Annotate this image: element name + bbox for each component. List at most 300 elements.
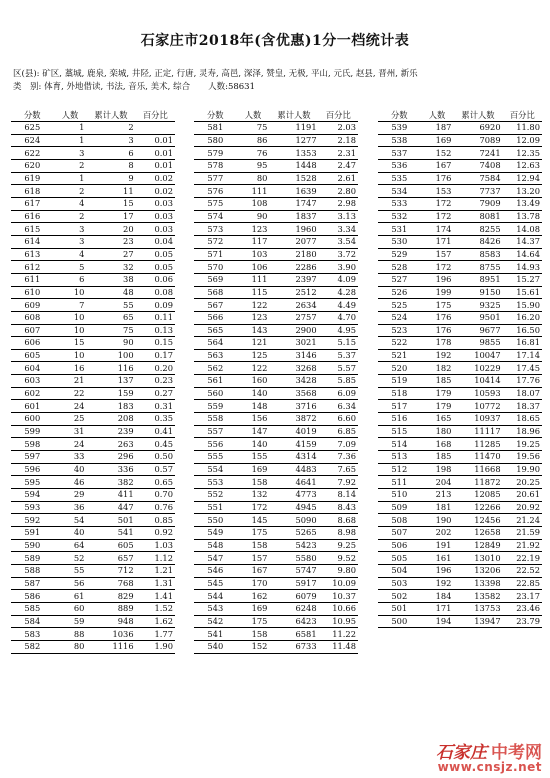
- cell-percent: 4.49: [319, 299, 358, 312]
- cell-count: 59: [54, 615, 87, 628]
- table-row: [378, 501, 542, 514]
- cell-count: 7: [54, 299, 87, 312]
- header-count: 人数: [54, 109, 87, 122]
- cell-count: 33: [54, 451, 87, 464]
- cell-score: 529: [378, 248, 421, 261]
- cell-count: 6: [54, 273, 87, 286]
- cell-cumulative: 1747: [269, 197, 318, 210]
- cell-count: 36: [54, 501, 87, 514]
- cell-cumulative: 2397: [269, 273, 318, 286]
- table-row: [194, 197, 358, 210]
- total-count: 人数:58631: [208, 82, 255, 92]
- table-row: [378, 122, 542, 135]
- cell-cumulative: 829: [86, 590, 135, 603]
- cell-percent: 7.92: [319, 476, 358, 489]
- cell-percent: 16.81: [503, 337, 542, 350]
- cell-cumulative: 447: [86, 501, 135, 514]
- cell-cumulative: 13206: [453, 564, 502, 577]
- table-row: [11, 172, 175, 185]
- cell-count: 15: [54, 337, 87, 350]
- cell-cumulative: 100: [86, 349, 135, 362]
- table-row: [378, 197, 542, 210]
- cell-count: 187: [421, 122, 454, 135]
- cell-cumulative: 6248: [269, 602, 318, 615]
- table-row: [11, 223, 175, 236]
- cell-count: 10: [54, 286, 87, 299]
- cell-cumulative: 11117: [453, 425, 502, 438]
- table-row: [11, 299, 175, 312]
- cell-score: 505: [378, 552, 421, 565]
- cell-percent: 9.25: [319, 539, 358, 552]
- cell-cumulative: 23: [86, 235, 135, 248]
- cell-percent: 18.07: [503, 387, 542, 400]
- cell-cumulative: 9: [86, 172, 135, 185]
- cell-percent: [136, 122, 175, 135]
- cell-cumulative: 4314: [269, 451, 318, 464]
- cell-count: 176: [421, 172, 454, 185]
- cell-score: 537: [378, 147, 421, 160]
- table-row: [194, 577, 358, 590]
- cell-score: 516: [378, 413, 421, 426]
- cell-percent: 5.57: [319, 362, 358, 375]
- table-row: [378, 539, 542, 552]
- cell-count: 76: [237, 147, 270, 160]
- cell-count: 56: [54, 577, 87, 590]
- cell-count: 122: [237, 362, 270, 375]
- cell-score: 533: [378, 197, 421, 210]
- cell-count: 75: [237, 122, 270, 135]
- table-row: [378, 615, 542, 628]
- cell-count: 10: [54, 349, 87, 362]
- cell-count: 46: [54, 476, 87, 489]
- cell-score: 610: [11, 286, 54, 299]
- cell-score: 547: [194, 552, 237, 565]
- cell-cumulative: 1191: [269, 122, 318, 135]
- cell-score: 549: [194, 527, 237, 540]
- cell-score: 561: [194, 375, 237, 388]
- cell-percent: 1.52: [136, 602, 175, 615]
- cell-score: 589: [11, 552, 54, 565]
- table-row: [378, 172, 542, 185]
- table-row: [11, 489, 175, 502]
- table-row: [378, 273, 542, 286]
- cell-percent: 7.36: [319, 451, 358, 464]
- table-row: [194, 602, 358, 615]
- table-row: [194, 273, 358, 286]
- cell-count: 88: [54, 628, 87, 641]
- cell-percent: 1.77: [136, 628, 175, 641]
- cell-cumulative: 10229: [453, 362, 502, 375]
- cell-score: 573: [194, 223, 237, 236]
- cell-score: 605: [11, 349, 54, 362]
- cell-cumulative: 11470: [453, 451, 502, 464]
- cell-cumulative: 11668: [453, 463, 502, 476]
- cell-score: 559: [194, 400, 237, 413]
- cell-count: 3: [54, 235, 87, 248]
- cell-cumulative: 3: [86, 134, 135, 147]
- table-row: [194, 299, 358, 312]
- cell-count: 191: [421, 539, 454, 552]
- cell-percent: 15.27: [503, 273, 542, 286]
- cell-percent: 0.31: [136, 400, 175, 413]
- cell-percent: 4.09: [319, 273, 358, 286]
- table-row: [194, 527, 358, 540]
- cell-score: 554: [194, 463, 237, 476]
- cell-count: 194: [421, 615, 454, 628]
- cell-cumulative: 3872: [269, 413, 318, 426]
- cell-percent: 11.48: [319, 640, 358, 653]
- cell-cumulative: 17: [86, 210, 135, 223]
- table-row: [194, 362, 358, 375]
- cell-count: 5: [54, 261, 87, 274]
- cell-count: 31: [54, 425, 87, 438]
- cell-score: 514: [378, 438, 421, 451]
- cell-cumulative: 10772: [453, 400, 502, 413]
- table-row: [378, 349, 542, 362]
- cell-percent: 0.05: [136, 248, 175, 261]
- cell-cumulative: 2: [86, 122, 135, 135]
- table-row: [378, 387, 542, 400]
- table-row: [194, 349, 358, 362]
- table-row: [378, 223, 542, 236]
- cell-count: 196: [421, 564, 454, 577]
- cell-score: 510: [378, 489, 421, 502]
- category-label: 类 别: 体育, 外地借读, 书法, 音乐, 美术, 综合: [13, 82, 191, 92]
- cell-count: 157: [421, 248, 454, 261]
- cell-score: 509: [378, 501, 421, 514]
- cell-percent: 8.68: [319, 514, 358, 527]
- table-row: [378, 602, 542, 615]
- cell-score: 614: [11, 235, 54, 248]
- header-score: 分数: [11, 109, 54, 122]
- cell-percent: 0.45: [136, 438, 175, 451]
- cell-percent: 0.27: [136, 387, 175, 400]
- cell-score: 568: [194, 286, 237, 299]
- table-row: [378, 476, 542, 489]
- cell-percent: 1.41: [136, 590, 175, 603]
- table-row: [11, 413, 175, 426]
- cell-cumulative: 296: [86, 451, 135, 464]
- cell-score: 519: [378, 375, 421, 388]
- cell-score: 613: [11, 248, 54, 261]
- cell-percent: 14.08: [503, 223, 542, 236]
- cell-score: 586: [11, 590, 54, 603]
- cell-score: 542: [194, 615, 237, 628]
- table-row: [194, 489, 358, 502]
- cell-count: 180: [421, 425, 454, 438]
- cell-percent: 17.76: [503, 375, 542, 388]
- cell-cumulative: 382: [86, 476, 135, 489]
- cell-score: 597: [11, 451, 54, 464]
- cell-cumulative: 9325: [453, 299, 502, 312]
- cell-percent: 18.37: [503, 400, 542, 413]
- cell-percent: 0.13: [136, 324, 175, 337]
- cell-cumulative: 4945: [269, 501, 318, 514]
- cell-count: 21: [54, 375, 87, 388]
- cell-score: 615: [11, 223, 54, 236]
- cell-percent: 22.85: [503, 577, 542, 590]
- cell-percent: 6.34: [319, 400, 358, 413]
- cell-score: 596: [11, 463, 54, 476]
- cell-cumulative: 7241: [453, 147, 502, 160]
- cell-count: 175: [237, 527, 270, 540]
- cell-count: 24: [54, 438, 87, 451]
- cell-percent: 0.70: [136, 489, 175, 502]
- cell-cumulative: 712: [86, 564, 135, 577]
- cell-count: 171: [421, 602, 454, 615]
- cell-count: 106: [237, 261, 270, 274]
- cell-count: 143: [237, 324, 270, 337]
- table-row: [11, 564, 175, 577]
- score-table-1: [11, 109, 175, 654]
- cell-cumulative: 11285: [453, 438, 502, 451]
- cell-percent: 19.56: [503, 451, 542, 464]
- cell-percent: 18.96: [503, 425, 542, 438]
- cell-score: 581: [194, 122, 237, 135]
- table-row: [378, 489, 542, 502]
- cell-count: 162: [237, 590, 270, 603]
- cell-score: 545: [194, 577, 237, 590]
- cell-count: 3: [54, 147, 87, 160]
- cell-percent: 17.45: [503, 362, 542, 375]
- cell-score: 603: [11, 375, 54, 388]
- cell-percent: 1.12: [136, 552, 175, 565]
- cell-count: 172: [421, 261, 454, 274]
- cell-percent: 13.78: [503, 210, 542, 223]
- cell-cumulative: 2180: [269, 248, 318, 261]
- cell-score: 595: [11, 476, 54, 489]
- cell-cumulative: 4159: [269, 438, 318, 451]
- cell-score: 552: [194, 489, 237, 502]
- table-row: [378, 159, 542, 172]
- table-row: [194, 311, 358, 324]
- cell-percent: 12.63: [503, 159, 542, 172]
- cell-cumulative: 90: [86, 337, 135, 350]
- cell-percent: 10.37: [319, 590, 358, 603]
- cell-percent: 7.65: [319, 463, 358, 476]
- cell-score: 570: [194, 261, 237, 274]
- cell-count: 152: [237, 640, 270, 653]
- cell-score: 523: [378, 324, 421, 337]
- cell-count: 158: [237, 628, 270, 641]
- cell-cumulative: 7408: [453, 159, 502, 172]
- table-row: [194, 223, 358, 236]
- table-row: [194, 185, 358, 198]
- cell-score: 521: [378, 349, 421, 362]
- cell-score: 538: [378, 134, 421, 147]
- cell-count: 167: [237, 564, 270, 577]
- table-row: [11, 400, 175, 413]
- cell-cumulative: 7909: [453, 197, 502, 210]
- cell-score: 515: [378, 425, 421, 438]
- cell-cumulative: 5265: [269, 527, 318, 540]
- cell-score: 580: [194, 134, 237, 147]
- cell-percent: 15.61: [503, 286, 542, 299]
- cell-percent: 20.92: [503, 501, 542, 514]
- cell-cumulative: 27: [86, 248, 135, 261]
- cell-count: 29: [54, 489, 87, 502]
- table-row: [378, 463, 542, 476]
- cell-score: 501: [378, 602, 421, 615]
- table-row: [194, 451, 358, 464]
- cell-cumulative: 948: [86, 615, 135, 628]
- cell-percent: 5.85: [319, 375, 358, 388]
- cell-percent: 0.01: [136, 134, 175, 147]
- cell-percent: 12.94: [503, 172, 542, 185]
- cell-cumulative: 1036: [86, 628, 135, 641]
- table-row: [194, 463, 358, 476]
- cell-percent: 2.18: [319, 134, 358, 147]
- cell-score: 539: [378, 122, 421, 135]
- cell-count: 147: [237, 425, 270, 438]
- cell-percent: 0.02: [136, 185, 175, 198]
- cell-count: 40: [54, 463, 87, 476]
- cell-percent: 9.52: [319, 552, 358, 565]
- cell-cumulative: 38: [86, 273, 135, 286]
- table-row: [11, 375, 175, 388]
- cell-cumulative: 13947: [453, 615, 502, 628]
- cell-percent: 0.01: [136, 147, 175, 160]
- cell-score: 512: [378, 463, 421, 476]
- cell-score: 599: [11, 425, 54, 438]
- cell-score: 590: [11, 539, 54, 552]
- cell-percent: 4.28: [319, 286, 358, 299]
- cell-score: 591: [11, 527, 54, 540]
- cell-cumulative: 2286: [269, 261, 318, 274]
- cell-percent: 0.50: [136, 451, 175, 464]
- table-row: [11, 134, 175, 147]
- cell-count: 125: [237, 349, 270, 362]
- cell-score: 543: [194, 602, 237, 615]
- watermark-brand: 中考网: [491, 743, 542, 763]
- table-row: [194, 590, 358, 603]
- table-row: [378, 235, 542, 248]
- cell-cumulative: 6920: [453, 122, 502, 135]
- cell-count: 80: [237, 172, 270, 185]
- cell-count: 132: [237, 489, 270, 502]
- table-row: [11, 337, 175, 350]
- cell-cumulative: 5747: [269, 564, 318, 577]
- cell-percent: 6.85: [319, 425, 358, 438]
- table-row: [378, 527, 542, 540]
- cell-cumulative: 1448: [269, 159, 318, 172]
- cell-count: 1: [54, 134, 87, 147]
- cell-count: 196: [421, 273, 454, 286]
- table-row: [378, 375, 542, 388]
- cell-percent: 22.52: [503, 564, 542, 577]
- header-cumulative: 累计人数: [269, 109, 318, 122]
- score-table-3: [378, 109, 542, 628]
- table-row: [378, 590, 542, 603]
- cell-count: 108: [237, 197, 270, 210]
- cell-percent: 14.64: [503, 248, 542, 261]
- table-row: [378, 299, 542, 312]
- cell-cumulative: 9677: [453, 324, 502, 337]
- cell-percent: 4.95: [319, 324, 358, 337]
- cell-percent: 23.79: [503, 615, 542, 628]
- cell-count: 95: [237, 159, 270, 172]
- cell-count: 165: [421, 413, 454, 426]
- cell-score: 622: [11, 147, 54, 160]
- cell-score: 618: [11, 185, 54, 198]
- cell-score: 546: [194, 564, 237, 577]
- cell-score: 508: [378, 514, 421, 527]
- cell-cumulative: 1353: [269, 147, 318, 160]
- table-row: [194, 210, 358, 223]
- cell-cumulative: 1116: [86, 640, 135, 653]
- cell-count: 199: [421, 286, 454, 299]
- table-row: [378, 451, 542, 464]
- cell-score: 550: [194, 514, 237, 527]
- cell-count: 174: [421, 223, 454, 236]
- cell-score: 558: [194, 413, 237, 426]
- table-row: [194, 564, 358, 577]
- cell-cumulative: 6733: [269, 640, 318, 653]
- category-info: [13, 80, 255, 92]
- cell-count: 123: [237, 223, 270, 236]
- cell-count: 155: [237, 451, 270, 464]
- cell-count: 60: [54, 602, 87, 615]
- table-row: [11, 552, 175, 565]
- cell-score: 624: [11, 134, 54, 147]
- cell-count: 2: [54, 185, 87, 198]
- header-cumulative: 累计人数: [453, 109, 502, 122]
- cell-cumulative: 32: [86, 261, 135, 274]
- table-row: [378, 564, 542, 577]
- cell-percent: 0.20: [136, 362, 175, 375]
- cell-count: 176: [421, 311, 454, 324]
- cell-cumulative: 13582: [453, 590, 502, 603]
- cell-cumulative: 239: [86, 425, 135, 438]
- cell-percent: 0.23: [136, 375, 175, 388]
- cell-count: 123: [237, 311, 270, 324]
- table-row: [194, 476, 358, 489]
- cell-count: 64: [54, 539, 87, 552]
- cell-score: 575: [194, 197, 237, 210]
- cell-cumulative: 2634: [269, 299, 318, 312]
- cell-percent: 10.95: [319, 615, 358, 628]
- cell-count: 111: [237, 185, 270, 198]
- cell-cumulative: 12085: [453, 489, 502, 502]
- cell-cumulative: 12266: [453, 501, 502, 514]
- cell-count: 25: [54, 413, 87, 426]
- table-row: [11, 349, 175, 362]
- cell-count: 86: [237, 134, 270, 147]
- table-row: [194, 400, 358, 413]
- header-percent: 百分比: [319, 109, 358, 122]
- cell-cumulative: 13010: [453, 552, 502, 565]
- table-row: [194, 159, 358, 172]
- cell-cumulative: 11: [86, 185, 135, 198]
- cell-percent: 1.03: [136, 539, 175, 552]
- table-row: [194, 172, 358, 185]
- table-row: [194, 628, 358, 641]
- cell-percent: 0.04: [136, 235, 175, 248]
- cell-score: 517: [378, 400, 421, 413]
- table-row: [194, 324, 358, 337]
- cell-count: 152: [421, 147, 454, 160]
- cell-cumulative: 605: [86, 539, 135, 552]
- cell-cumulative: 8755: [453, 261, 502, 274]
- cell-percent: 23.46: [503, 602, 542, 615]
- table-row: [11, 539, 175, 552]
- cell-cumulative: 8951: [453, 273, 502, 286]
- cell-count: 182: [421, 362, 454, 375]
- cell-cumulative: 11872: [453, 476, 502, 489]
- cell-score: 511: [378, 476, 421, 489]
- cell-score: 574: [194, 210, 237, 223]
- table-row: [378, 552, 542, 565]
